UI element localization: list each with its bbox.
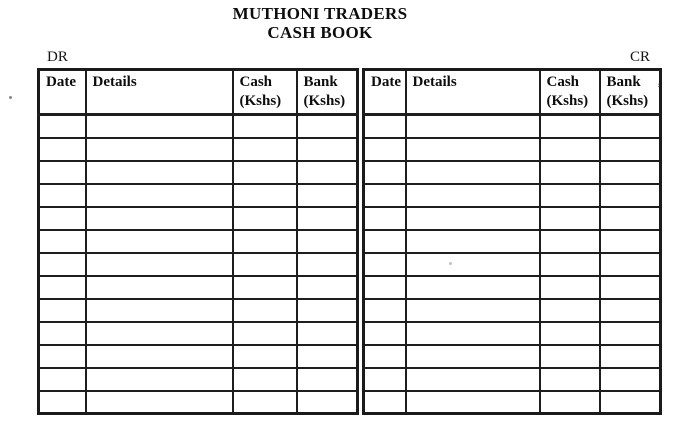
credit-table	[362, 68, 662, 415]
column-sublabel: (Kshs)	[546, 93, 589, 109]
empty-ledger-cell	[540, 207, 600, 230]
empty-ledger-cell	[600, 184, 661, 207]
empty-ledger-cell	[364, 322, 406, 345]
ledger-row	[39, 322, 358, 345]
debit-details-header	[86, 70, 233, 115]
empty-ledger-cell	[364, 345, 406, 368]
empty-ledger-cell	[233, 391, 297, 414]
empty-ledger-cell	[86, 230, 233, 253]
column-label: Details	[412, 74, 457, 90]
empty-ledger-cell	[364, 276, 406, 299]
empty-ledger-cell	[86, 368, 233, 391]
empty-ledger-cell	[86, 138, 233, 161]
ledger-row	[364, 184, 661, 207]
empty-ledger-cell	[540, 230, 600, 253]
empty-ledger-cell	[364, 161, 406, 184]
scan-tick-mark: ’	[657, 80, 662, 95]
ledger-row	[39, 184, 358, 207]
empty-ledger-cell	[600, 115, 661, 138]
ledger-row	[39, 345, 358, 368]
empty-ledger-cell	[600, 276, 661, 299]
ledger-row	[39, 368, 358, 391]
empty-ledger-cell	[540, 253, 600, 276]
empty-ledger-cell	[406, 230, 540, 253]
empty-ledger-cell	[297, 276, 358, 299]
column-label: Bank	[303, 74, 338, 90]
empty-ledger-cell	[600, 345, 661, 368]
empty-ledger-cell	[600, 368, 661, 391]
empty-ledger-cell	[86, 115, 233, 138]
empty-ledger-cell	[364, 230, 406, 253]
empty-ledger-cell	[406, 299, 540, 322]
ledger-row	[364, 207, 661, 230]
ledger-row	[364, 391, 661, 414]
ledger-row	[364, 115, 661, 138]
empty-ledger-cell	[297, 161, 358, 184]
empty-ledger-cell	[86, 322, 233, 345]
empty-ledger-cell	[406, 253, 540, 276]
empty-ledger-cell	[39, 207, 86, 230]
empty-ledger-cell	[540, 299, 600, 322]
empty-ledger-cell	[406, 368, 540, 391]
ledger-row	[39, 230, 358, 253]
empty-ledger-cell	[600, 299, 661, 322]
empty-ledger-cell	[233, 138, 297, 161]
empty-ledger-cell	[540, 276, 600, 299]
empty-ledger-cell	[39, 230, 86, 253]
company-name: MUTHONI TRADERS	[232, 4, 408, 23]
empty-ledger-cell	[364, 207, 406, 230]
ledger-row	[39, 161, 358, 184]
empty-ledger-cell	[233, 345, 297, 368]
column-label: Date	[46, 74, 76, 90]
empty-ledger-cell	[86, 299, 233, 322]
empty-ledger-cell	[364, 184, 406, 207]
empty-ledger-cell	[86, 391, 233, 414]
credit-header-row	[364, 70, 661, 115]
ledger-row	[39, 207, 358, 230]
empty-ledger-cell	[86, 276, 233, 299]
empty-ledger-cell	[297, 230, 358, 253]
empty-ledger-cell	[297, 184, 358, 207]
empty-ledger-cell	[297, 253, 358, 276]
credit-side-label: CR	[630, 49, 651, 65]
empty-ledger-cell	[406, 184, 540, 207]
empty-ledger-cell	[364, 138, 406, 161]
column-label: Bank	[606, 74, 641, 90]
credit-details-header	[406, 70, 540, 115]
empty-ledger-cell	[39, 322, 86, 345]
debit-cash-header	[233, 70, 297, 115]
empty-ledger-cell	[39, 184, 86, 207]
ledger-row	[39, 115, 358, 138]
column-label: Cash	[239, 74, 273, 90]
empty-ledger-cell	[233, 230, 297, 253]
empty-ledger-cell	[233, 115, 297, 138]
empty-ledger-cell	[540, 345, 600, 368]
empty-ledger-cell	[540, 184, 600, 207]
column-label: Cash	[546, 74, 580, 90]
empty-ledger-cell	[39, 391, 86, 414]
ledger-row	[39, 253, 358, 276]
empty-ledger-cell	[297, 115, 358, 138]
empty-ledger-cell	[39, 299, 86, 322]
empty-ledger-cell	[406, 276, 540, 299]
ledger-row	[364, 276, 661, 299]
ledger-row	[39, 299, 358, 322]
empty-ledger-cell	[233, 184, 297, 207]
empty-ledger-cell	[39, 253, 86, 276]
empty-ledger-cell	[406, 138, 540, 161]
debit-table	[37, 68, 359, 415]
ledger-row	[364, 345, 661, 368]
empty-ledger-cell	[233, 253, 297, 276]
empty-ledger-cell	[364, 299, 406, 322]
column-label: Details	[92, 74, 137, 90]
empty-ledger-cell	[406, 345, 540, 368]
empty-ledger-cell	[600, 230, 661, 253]
empty-ledger-cell	[297, 345, 358, 368]
empty-ledger-cell	[364, 253, 406, 276]
empty-ledger-cell	[364, 368, 406, 391]
debit-table-body	[39, 115, 358, 414]
empty-ledger-cell	[233, 368, 297, 391]
empty-ledger-cell	[540, 368, 600, 391]
empty-ledger-cell	[406, 322, 540, 345]
empty-ledger-cell	[297, 299, 358, 322]
empty-ledger-cell	[406, 207, 540, 230]
empty-ledger-cell	[86, 253, 233, 276]
column-sublabel: (Kshs)	[239, 93, 282, 109]
empty-ledger-cell	[600, 253, 661, 276]
empty-ledger-cell	[540, 138, 600, 161]
empty-ledger-cell	[406, 161, 540, 184]
empty-ledger-cell	[233, 161, 297, 184]
ledger-row	[364, 322, 661, 345]
empty-ledger-cell	[233, 207, 297, 230]
empty-ledger-cell	[297, 391, 358, 414]
empty-ledger-cell	[540, 161, 600, 184]
empty-ledger-cell	[233, 276, 297, 299]
document-title: CASH BOOK	[267, 23, 373, 42]
column-sublabel: (Kshs)	[606, 93, 649, 109]
empty-ledger-cell	[39, 161, 86, 184]
empty-ledger-cell	[233, 322, 297, 345]
ledger-row	[364, 253, 661, 276]
empty-ledger-cell	[364, 115, 406, 138]
empty-ledger-cell	[364, 391, 406, 414]
empty-ledger-cell	[600, 322, 661, 345]
ledger-row	[364, 161, 661, 184]
column-label: Date	[371, 74, 401, 90]
empty-ledger-cell	[39, 138, 86, 161]
empty-ledger-cell	[233, 299, 297, 322]
debit-header-row	[39, 70, 358, 115]
empty-ledger-cell	[297, 368, 358, 391]
cash-book-table	[37, 68, 656, 415]
empty-ledger-cell	[39, 345, 86, 368]
empty-ledger-cell	[600, 161, 661, 184]
empty-ledger-cell	[86, 207, 233, 230]
column-sublabel: (Kshs)	[303, 93, 346, 109]
credit-date-header	[364, 70, 406, 115]
ledger-row	[364, 138, 661, 161]
empty-ledger-cell	[86, 161, 233, 184]
empty-ledger-cell	[297, 207, 358, 230]
empty-ledger-cell	[600, 391, 661, 414]
empty-ledger-cell	[39, 115, 86, 138]
scan-speck	[9, 96, 12, 99]
ledger-row	[364, 299, 661, 322]
ledger-row	[364, 368, 661, 391]
debit-bank-header	[297, 70, 358, 115]
empty-ledger-cell	[406, 115, 540, 138]
empty-ledger-cell	[39, 368, 86, 391]
ledger-row	[39, 138, 358, 161]
ledger-row	[39, 391, 358, 414]
scan-speck	[449, 262, 452, 265]
title-block	[0, 4, 640, 42]
empty-ledger-cell	[600, 207, 661, 230]
empty-ledger-cell	[406, 391, 540, 414]
empty-ledger-cell	[600, 138, 661, 161]
empty-ledger-cell	[86, 184, 233, 207]
debit-date-header	[39, 70, 86, 115]
empty-ledger-cell	[540, 322, 600, 345]
credit-table-body	[364, 115, 661, 414]
debit-side-label: DR	[47, 49, 68, 65]
empty-ledger-cell	[297, 322, 358, 345]
ledger-row	[364, 230, 661, 253]
empty-ledger-cell	[540, 115, 600, 138]
credit-bank-header	[600, 70, 661, 115]
empty-ledger-cell	[297, 138, 358, 161]
empty-ledger-cell	[540, 391, 600, 414]
empty-ledger-cell	[86, 345, 233, 368]
credit-cash-header	[540, 70, 600, 115]
ledger-row	[39, 276, 358, 299]
empty-ledger-cell	[39, 276, 86, 299]
